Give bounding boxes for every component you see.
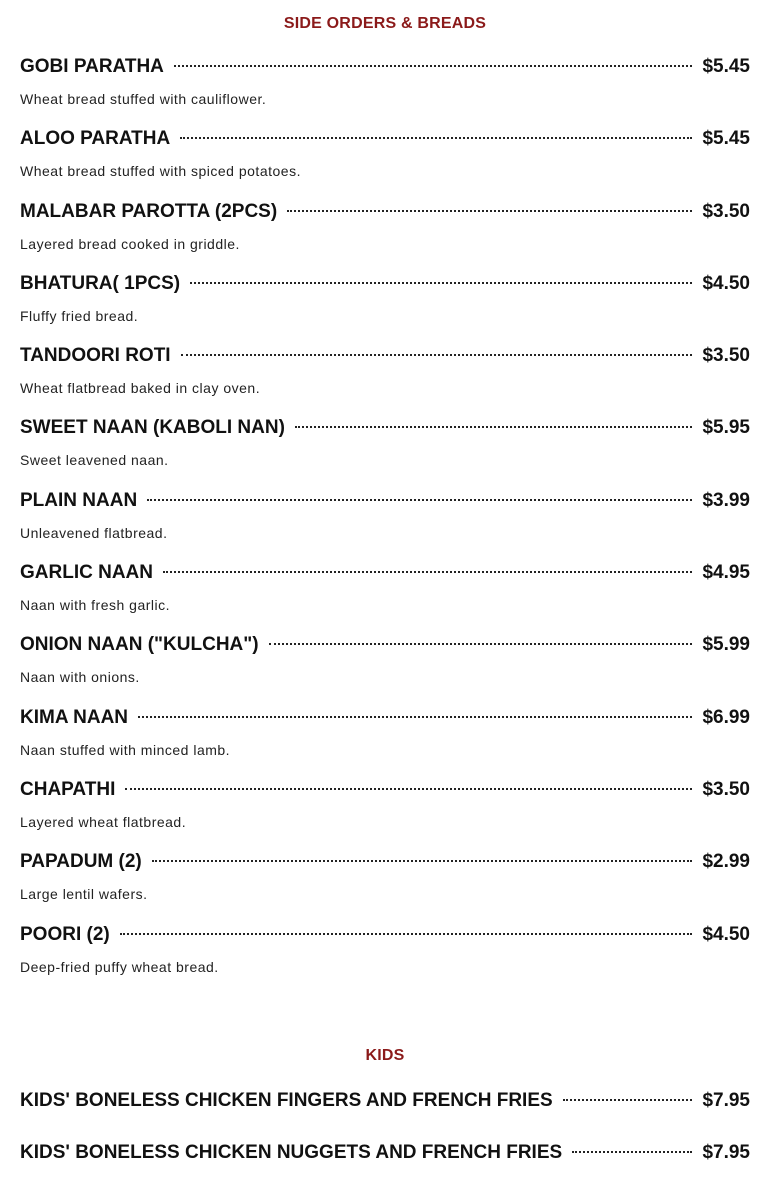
menu-item-price: $3.50 xyxy=(702,778,750,800)
menu-item-row xyxy=(20,562,750,588)
dotted-leader xyxy=(147,499,692,501)
menu-item-price: $3.99 xyxy=(702,489,750,511)
section-title-side-orders: SIDE ORDERS & BREADS xyxy=(283,15,487,32)
menu-item-price: $7.95 xyxy=(702,1141,750,1163)
menu-item-row xyxy=(20,1090,750,1116)
menu-item xyxy=(0,562,770,634)
menu-item-row xyxy=(20,851,750,877)
menu-item-name: GARLIC NAAN xyxy=(20,562,153,584)
menu-item-description: Wheat bread stuffed with spiced potatoes. xyxy=(20,163,301,180)
menu-item xyxy=(0,851,770,923)
menu-item-row xyxy=(20,924,750,950)
menu-item xyxy=(0,417,770,489)
dotted-leader xyxy=(125,788,692,790)
menu-item-row xyxy=(20,201,750,227)
menu-item-name: PLAIN NAAN xyxy=(20,489,138,511)
side-orders-list xyxy=(0,56,770,996)
menu-item xyxy=(0,924,770,996)
menu-item xyxy=(0,128,770,200)
menu-item-description: Unleavened flatbread. xyxy=(20,524,168,541)
menu-item-row xyxy=(20,490,750,516)
menu-item-name: MALABAR PAROTTA (2PCS) xyxy=(20,200,278,222)
menu-item-name: ONION NAAN ("KULCHA") xyxy=(20,634,259,656)
dotted-leader xyxy=(138,716,692,718)
menu-item-price: $5.95 xyxy=(702,417,750,439)
menu-item-description: Fluffy fried bread. xyxy=(20,307,139,324)
menu-item-name: POORI (2) xyxy=(20,923,110,945)
dotted-leader xyxy=(563,1099,693,1101)
menu-item-name: CHAPATHI xyxy=(20,778,116,800)
menu-item xyxy=(0,1090,770,1142)
menu-item-description: Layered bread cooked in griddle. xyxy=(20,235,240,252)
menu-item-name: TANDOORI ROTI xyxy=(20,345,171,367)
menu-item-description: Naan stuffed with minced lamb. xyxy=(20,741,231,758)
menu-item-description: Deep-fried puffy wheat bread. xyxy=(20,958,219,975)
menu-item xyxy=(0,779,770,851)
menu-item xyxy=(0,201,770,273)
menu-item-row xyxy=(20,345,750,371)
dotted-leader xyxy=(163,571,692,573)
section-title-kids: KIDS xyxy=(365,1046,405,1064)
menu-item-description: Large lentil wafers. xyxy=(20,886,148,903)
menu-item-name: KIDS' BONELESS CHICKEN FINGERS AND FRENCH FRIES xyxy=(20,1089,553,1111)
menu-item-price: $4.50 xyxy=(702,272,750,294)
dotted-leader xyxy=(180,137,692,139)
menu-item xyxy=(0,1142,770,1194)
menu-item-row xyxy=(20,1142,750,1168)
menu-item-row xyxy=(20,128,750,154)
menu-item xyxy=(0,634,770,706)
menu-item-row xyxy=(20,56,750,82)
menu-item-row xyxy=(20,634,750,660)
dotted-leader xyxy=(269,643,693,645)
menu-item-description: Wheat flatbread baked in clay oven. xyxy=(20,380,261,397)
dotted-leader xyxy=(174,65,693,67)
menu-item-name: GOBI PARATHA xyxy=(20,56,164,77)
menu-item xyxy=(0,56,770,128)
dotted-leader xyxy=(295,426,693,428)
menu-item-name: BHATURA( 1PCS) xyxy=(20,272,181,294)
menu-item-description: Wheat bread stuffed with cauliflower. xyxy=(20,91,267,107)
menu-item-price: $4.50 xyxy=(702,923,750,945)
menu-item-name: KIMA NAAN xyxy=(20,706,129,728)
menu-item-row xyxy=(20,707,750,733)
menu-item xyxy=(0,345,770,417)
dotted-leader xyxy=(152,860,693,862)
menu-item-description: Sweet leavened naan. xyxy=(20,452,169,469)
dotted-leader xyxy=(287,210,692,212)
menu-item-price: $5.45 xyxy=(702,56,750,77)
menu-item-description: Naan with fresh garlic. xyxy=(20,597,171,614)
menu-item-row xyxy=(20,273,750,299)
dotted-leader xyxy=(190,282,692,284)
menu-item-price: $5.45 xyxy=(702,128,750,150)
menu-item-price: $3.50 xyxy=(702,200,750,222)
menu-item-name: ALOO PARATHA xyxy=(20,128,171,150)
menu-item-price: $4.95 xyxy=(702,562,750,584)
menu-item-price: $3.50 xyxy=(702,345,750,367)
menu-item-description: Layered wheat flatbread. xyxy=(20,813,187,830)
menu-item-price: $2.99 xyxy=(702,851,750,873)
menu-item-price: $7.95 xyxy=(702,1089,750,1111)
menu-item xyxy=(0,490,770,562)
menu-item-name: SWEET NAAN (KABOLI NAN) xyxy=(20,417,285,439)
dotted-leader xyxy=(120,933,693,935)
dotted-leader xyxy=(181,354,693,356)
menu-item-name: PAPADUM (2) xyxy=(20,851,142,873)
menu-item-row xyxy=(20,779,750,805)
menu-item-name: KIDS' BONELESS CHICKEN NUGGETS AND FRENCH FRIES xyxy=(20,1141,563,1163)
menu-item-row xyxy=(20,417,750,443)
kids-list xyxy=(0,1090,770,1194)
menu-item-price: $6.99 xyxy=(702,706,750,728)
menu-item xyxy=(0,707,770,779)
menu-item xyxy=(0,273,770,345)
menu-item-price: $5.99 xyxy=(702,634,750,656)
menu-item-description: Naan with onions. xyxy=(20,669,140,686)
dotted-leader xyxy=(572,1151,692,1153)
